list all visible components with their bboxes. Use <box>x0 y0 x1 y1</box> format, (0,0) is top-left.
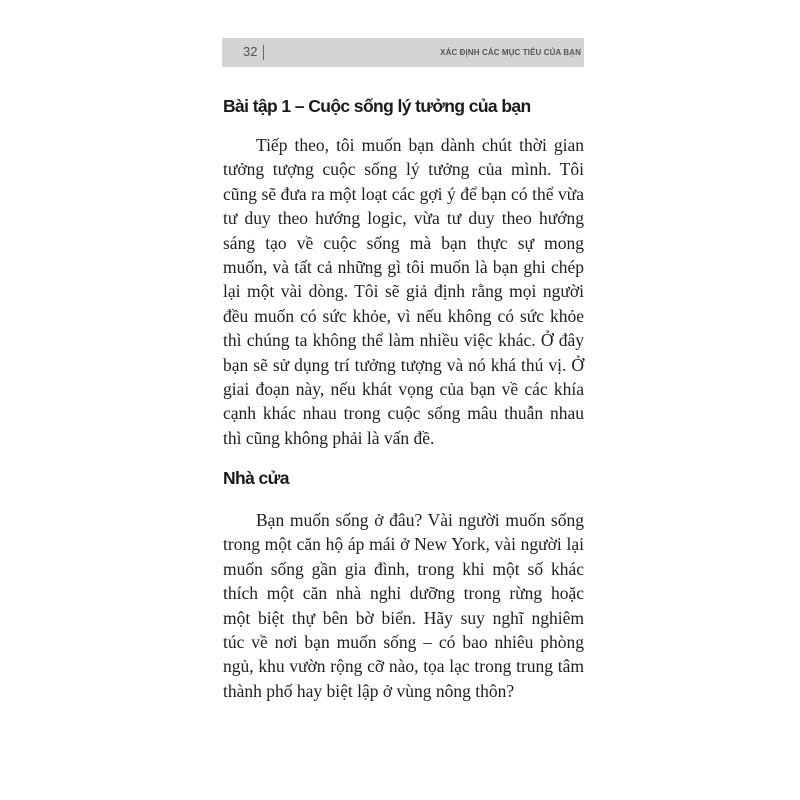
paragraph-line: giai đoạn này, nếu khát vọng của bạn về các khía <box>223 379 584 400</box>
paragraph-line: một biệt thự bên bờ biển. Hãy suy nghĩ nghiêm <box>223 607 584 628</box>
paragraph-line: thích một căn nhà nghỉ dưỡng trong rừng hoặc <box>223 583 584 604</box>
section-heading-housing: Nhà cửa <box>223 468 289 488</box>
paragraph-line: tưởng tượng cuộc sống lý tưởng của mình. Tôi <box>223 159 584 180</box>
header-divider <box>263 45 264 60</box>
paragraph-line: muốn, và tất cả những gì tôi muốn là bạn ghi chép <box>223 257 584 278</box>
paragraph-line: thì chúng ta không thể làm nhiều việc khác. Ở đây <box>223 330 584 351</box>
paragraph-line: cạnh khác nhau trong cuộc sống mâu thuẫn nhau <box>223 403 584 424</box>
running-title: XÁC ĐỊNH CÁC MỤC TIÊU CỦA BẠN <box>440 48 581 57</box>
intro-paragraph <box>223 133 584 450</box>
paragraph-line: Tiếp theo, tôi muốn bạn dành chút thời gian <box>256 135 584 155</box>
paragraph-line: thành phố hay biệt lập ở vùng nông thôn? <box>223 680 515 701</box>
paragraph-line: muốn sống gần gia đình, trong khi một số khác <box>223 558 584 579</box>
housing-paragraph <box>223 508 584 703</box>
exercise-heading: Bài tập 1 – Cuộc sống lý tưởng của bạn <box>223 96 531 116</box>
paragraph-line: sáng tạo về cuộc sống mà bạn thực sự mong <box>223 232 584 253</box>
paragraph-line: lại một vài dòng. Tôi sẽ giả định rằng mọi người <box>223 281 584 302</box>
paragraph-line: đều muốn có sức khỏe, vì nếu không có sức khỏe <box>223 305 584 326</box>
page-number: 32 <box>243 44 258 59</box>
paragraph-line: trong một căn hộ áp mái ở New York, vài người lại <box>223 534 584 555</box>
paragraph-line: bạn sẽ sử dụng trí tưởng tượng và nó khá thú vị. Ở <box>223 354 584 375</box>
paragraph-line: ngủ, khu vườn rộng cỡ nào, tọa lạc trong trung tâm <box>223 656 584 677</box>
paragraph-line: túc về nơi bạn muốn sống – có bao nhiêu phòng <box>223 632 584 653</box>
paragraph-line: cũng sẽ đưa ra một loạt các gợi ý để bạn có thể vừa <box>223 183 584 204</box>
paragraph-line: tư duy theo hướng logic, vừa tư duy theo hướng <box>223 208 584 229</box>
paragraph-line: thì cũng không phải là vấn đề. <box>223 427 435 448</box>
paragraph-line: Bạn muốn sống ở đâu? Vài người muốn sống <box>256 510 584 530</box>
